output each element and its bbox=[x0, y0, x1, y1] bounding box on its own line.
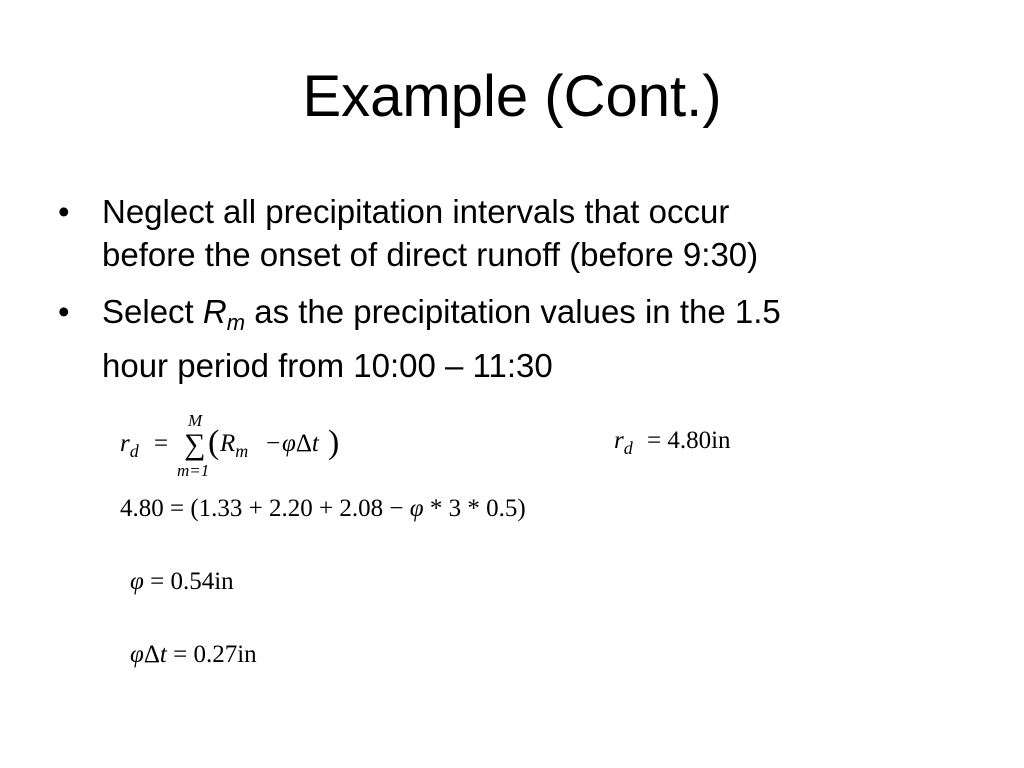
bullet-text-line1: Neglect all precipitation intervals that occur bbox=[102, 193, 730, 230]
bullet-marker: • bbox=[58, 293, 70, 330]
bullet-list bbox=[58, 190, 958, 401]
slide-title: Example (Cont.) bbox=[302, 64, 722, 129]
bullet-var-r: R bbox=[202, 293, 227, 330]
eq1-equals: = bbox=[154, 430, 169, 457]
bullet-var-sub-m: m bbox=[226, 310, 246, 335]
bullet-text-line2: hour period from 10:00 – 11:30 bbox=[102, 347, 553, 384]
equation-rd-value: $r_d = 4.80in$ bbox=[614, 427, 731, 458]
open-paren: ( bbox=[208, 424, 220, 461]
bullet-marker: • bbox=[58, 193, 70, 230]
bullet-item-select bbox=[58, 290, 958, 387]
eq1-phi-dt: φΔt bbox=[282, 430, 319, 457]
eq1-minus: − bbox=[266, 430, 281, 457]
eq1-lhs: $r_d$ bbox=[120, 430, 139, 461]
equation-rd-sum bbox=[120, 412, 360, 482]
equation-phi-value: φ = 0.54in bbox=[130, 568, 234, 595]
bullet-text-line2: before the onset of direct runoff (before 9:30) bbox=[102, 236, 759, 273]
sum-symbol: ∑ bbox=[184, 428, 206, 461]
bullet-text-pre: Select bbox=[102, 293, 203, 330]
close-paren: ) bbox=[328, 424, 340, 461]
eq1-r-m: $R_m$ bbox=[220, 430, 249, 461]
sum-lower-limit: m=1 bbox=[177, 461, 210, 480]
bullet-item-neglect bbox=[58, 190, 958, 276]
bullet-text-post: as the precipitation values in the 1.5 bbox=[245, 293, 781, 330]
sum-upper-limit: M bbox=[188, 411, 203, 430]
equation-phi-dt-value: φΔt = 0.27in bbox=[130, 641, 257, 668]
equation-substitution: 4.80 = (1.33 + 2.20 + 2.08 − φ * 3 * 0.5) bbox=[120, 495, 526, 522]
